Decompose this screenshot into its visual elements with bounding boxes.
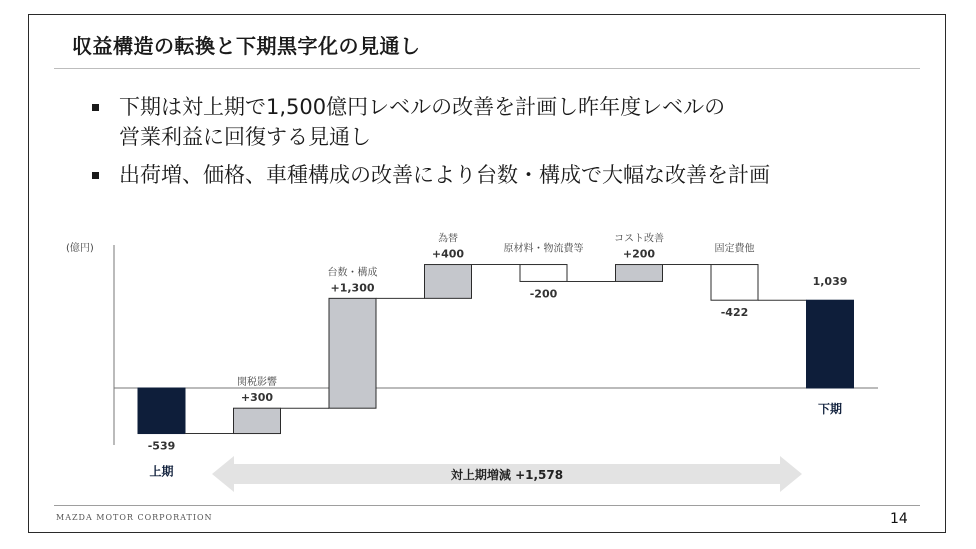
y-axis-unit-label: (億円) bbox=[66, 243, 94, 254]
value-label: +1,300 bbox=[330, 281, 375, 295]
value-label: -422 bbox=[720, 306, 749, 320]
value-label: -200 bbox=[529, 287, 558, 301]
value-label: +300 bbox=[240, 391, 274, 405]
category-label: 台数・構成 bbox=[327, 267, 378, 279]
footer-divider bbox=[54, 505, 920, 506]
bar-6 bbox=[616, 265, 663, 282]
category-label: 下期 bbox=[817, 402, 843, 416]
value-label: 1,039 bbox=[812, 275, 848, 289]
bar-2 bbox=[234, 408, 281, 433]
category-label: 上期 bbox=[149, 464, 174, 479]
bullet-1-line-1: 下期は対上期で1,500億円レベルの改善を計画し昨年度レベルの bbox=[119, 95, 726, 119]
category-label: コスト改善 bbox=[614, 233, 664, 245]
bullet-1-line-2: 営業利益に回復する見通し bbox=[119, 125, 371, 149]
value-label: +200 bbox=[622, 247, 656, 261]
bullet-2-line-1: 出荷増、価格、車種構成の改善により台数・構成で大幅な改善を計画 bbox=[119, 163, 770, 187]
slide-title: 収益構造の転換と下期黒字化の見通し bbox=[72, 34, 421, 58]
category-label: 関税影響 bbox=[237, 377, 277, 389]
bar-1 bbox=[138, 388, 185, 434]
category-label: 原材料・物流費等 bbox=[503, 243, 584, 255]
value-label: -539 bbox=[147, 439, 176, 453]
category-label: 固定費他 bbox=[714, 243, 755, 255]
bar-8 bbox=[807, 300, 854, 388]
page-number: 14 bbox=[890, 511, 908, 527]
footer-company-name: MAZDA MOTOR CORPORATION bbox=[56, 513, 213, 522]
bar-3 bbox=[329, 298, 376, 408]
bar-7 bbox=[711, 265, 758, 301]
bar-4 bbox=[425, 265, 472, 299]
category-label: 為替 bbox=[438, 233, 458, 245]
bridge-label: 対上期増減 +1,578 bbox=[450, 468, 564, 482]
bar-5 bbox=[520, 265, 567, 282]
value-label: +400 bbox=[431, 247, 465, 261]
